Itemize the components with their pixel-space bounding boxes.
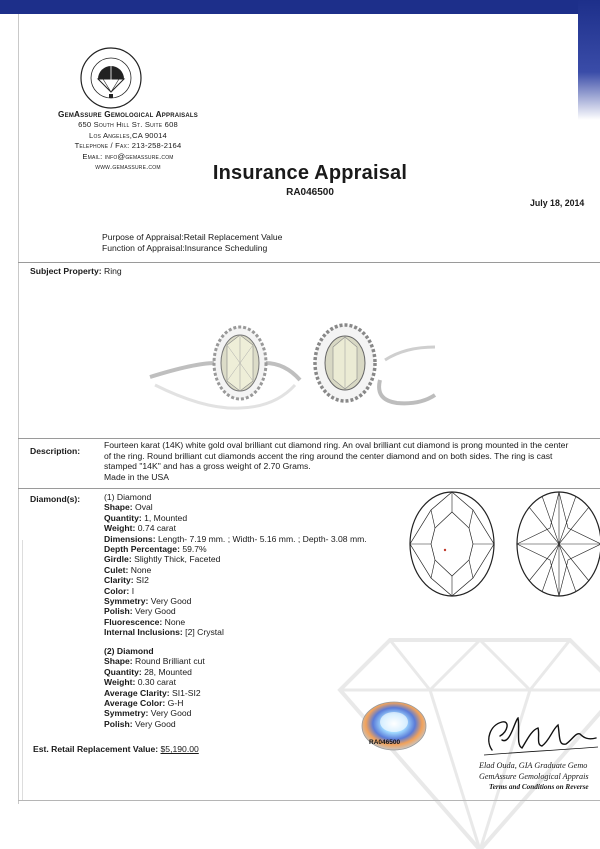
field-value: Very Good bbox=[148, 596, 192, 607]
firm-address-line-1: 650 South Hill St. Suite 608 bbox=[78, 120, 178, 130]
field-label: Fluorescence: bbox=[104, 616, 163, 627]
field-value: Length- 7.19 mm. ; Width- 5.16 mm. ; Depth- 3.08 mm. bbox=[155, 533, 367, 544]
retail-value-amount: $5,190.00 bbox=[160, 744, 199, 754]
diamond-2-heading: (2) Diamond bbox=[104, 646, 154, 656]
field-value: [2] Crystal bbox=[182, 627, 224, 638]
field-label: Clarity: bbox=[104, 575, 134, 586]
firm-email: Email: info@gemassure.com bbox=[82, 151, 174, 161]
terms-note: Terms and Conditions on Reverse bbox=[489, 783, 589, 791]
field-value: SI1-SI2 bbox=[169, 687, 201, 698]
diamond-1-quantity bbox=[104, 513, 367, 523]
diamond-1-depth bbox=[104, 544, 367, 554]
diamond-2-symmetry bbox=[104, 708, 205, 718]
diamond-1-details bbox=[104, 492, 367, 638]
diamond-2-avg-color bbox=[104, 698, 205, 708]
field-value: Oval bbox=[132, 502, 153, 513]
field-value: 28, Mounted bbox=[141, 666, 192, 677]
appraisal-date: July 18, 2014 bbox=[530, 198, 585, 208]
field-value: None bbox=[128, 564, 152, 575]
field-label: Shape: bbox=[104, 502, 133, 513]
appraiser-name: Elad Ouda, GIA Graduate Gemo bbox=[479, 761, 588, 770]
document-title: Insurance Appraisal bbox=[212, 162, 408, 184]
field-label: Internal Inclusions: bbox=[104, 627, 183, 638]
field-label: Symmetry: bbox=[104, 596, 149, 607]
field-label: Polish: bbox=[104, 718, 133, 729]
diamond-1-dimensions bbox=[104, 534, 367, 544]
ring-photo-front bbox=[150, 327, 300, 408]
subject-value: Ring bbox=[101, 266, 122, 276]
field-value: 0.30 carat bbox=[135, 677, 176, 688]
diamond-1-symmetry bbox=[104, 596, 367, 606]
scan-edge-corner bbox=[578, 0, 600, 120]
divider bbox=[18, 800, 600, 801]
ring-photo-side bbox=[315, 325, 435, 403]
diamonds-label: Diamond(s): bbox=[30, 494, 81, 504]
field-value: Very Good bbox=[148, 708, 192, 719]
field-value: Very Good bbox=[132, 718, 176, 729]
subject-label: Subject Property: bbox=[30, 266, 102, 276]
appraiser-firm: GemAssure Gemological Apprais bbox=[479, 772, 589, 781]
description-line: stamped "14K" and has a gross weight of 2.70 Grams. bbox=[104, 461, 311, 472]
retail-value bbox=[33, 744, 199, 754]
diamond-1-clarity bbox=[104, 575, 367, 585]
field-value: G-H bbox=[165, 698, 184, 709]
fold-line-secondary bbox=[22, 540, 23, 800]
field-label: Quantity: bbox=[104, 512, 142, 523]
field-label: Dimensions: bbox=[104, 533, 156, 544]
field-label: Shape: bbox=[104, 656, 133, 667]
field-label: Weight: bbox=[104, 677, 136, 688]
divider bbox=[18, 438, 600, 439]
function-line: Function of Appraisal:Insurance Scheduling bbox=[102, 243, 268, 253]
firm-phone: Telephone / Fax: 213-258-2164 bbox=[74, 141, 182, 151]
description-label: Description: bbox=[30, 446, 81, 456]
description-line: Made in the USA bbox=[104, 471, 169, 482]
field-label: Girdle: bbox=[104, 554, 132, 565]
field-label: Average Color: bbox=[104, 698, 166, 709]
field-label: Culet: bbox=[104, 564, 129, 575]
diamond-1-polish bbox=[104, 606, 367, 616]
field-label: Average Clarity: bbox=[104, 687, 170, 698]
gemassure-seal-logo bbox=[79, 46, 143, 110]
divider bbox=[18, 262, 600, 263]
fold-line bbox=[18, 14, 19, 804]
field-value: None bbox=[162, 616, 186, 627]
field-value: I bbox=[129, 585, 135, 596]
diamond-2-weight bbox=[104, 677, 205, 687]
field-label: Color: bbox=[104, 585, 130, 596]
field-value: 59.7% bbox=[179, 544, 207, 555]
appraiser-signature bbox=[480, 700, 600, 760]
purpose-line: Purpose of Appraisal:Retail Replacement Value bbox=[102, 232, 283, 242]
firm-address-line-2: Los Angeles,CA 90014 bbox=[89, 130, 167, 140]
field-value: 0.74 carat bbox=[135, 523, 176, 534]
field-value: Slightly Thick, Faceted bbox=[131, 554, 221, 565]
subject-property bbox=[30, 266, 122, 276]
field-label: Polish: bbox=[104, 606, 133, 617]
field-value: Very Good bbox=[132, 606, 176, 617]
ring-photos bbox=[145, 285, 445, 435]
diamond-2-avg-clarity bbox=[104, 688, 205, 698]
description-text bbox=[104, 440, 600, 482]
diamond-1-fluorescence bbox=[104, 617, 367, 627]
diamond-1-girdle bbox=[104, 554, 367, 564]
diamond-1-color bbox=[104, 586, 367, 596]
field-label: Symmetry: bbox=[104, 708, 149, 719]
description-line: Fourteen karat (14K) white gold oval brilliant cut diamond ring. An oval brilliant cut diamond is prong mounted in the center bbox=[104, 440, 569, 450]
diamond-2-quantity bbox=[104, 667, 205, 677]
description-line: of the ring. Round brilliant cut diamonds accent the ring around the center diamond and on both sides. The ring is cast bbox=[104, 450, 553, 461]
diamond-1-shape bbox=[104, 502, 367, 512]
firm-name: GemAssure Gemological Appraisals bbox=[58, 110, 198, 119]
diamond-1-inclusions bbox=[104, 627, 367, 637]
field-value: Round Brilliant cut bbox=[132, 656, 205, 667]
diamond-2-polish bbox=[104, 719, 205, 729]
diamond-2-details bbox=[104, 646, 205, 729]
field-label: Quantity: bbox=[104, 666, 142, 677]
field-label: Weight: bbox=[104, 523, 136, 534]
field-value: 1, Mounted bbox=[141, 512, 188, 523]
diamond-1-heading: (1) Diamond bbox=[104, 492, 152, 502]
hologram-code: RA046500 bbox=[369, 739, 401, 746]
diamond-2-shape bbox=[104, 656, 205, 666]
field-label: Depth Percentage: bbox=[104, 544, 180, 555]
diamond-1-weight bbox=[104, 523, 367, 533]
field-value: SI2 bbox=[133, 575, 149, 586]
retail-value-label: Est. Retail Replacement Value: bbox=[33, 744, 159, 754]
reference-number: RA046500 bbox=[286, 187, 334, 198]
diamond-1-culet bbox=[104, 565, 367, 575]
scan-edge-band bbox=[0, 0, 600, 14]
firm-website: www.gemassure.com bbox=[95, 162, 161, 172]
